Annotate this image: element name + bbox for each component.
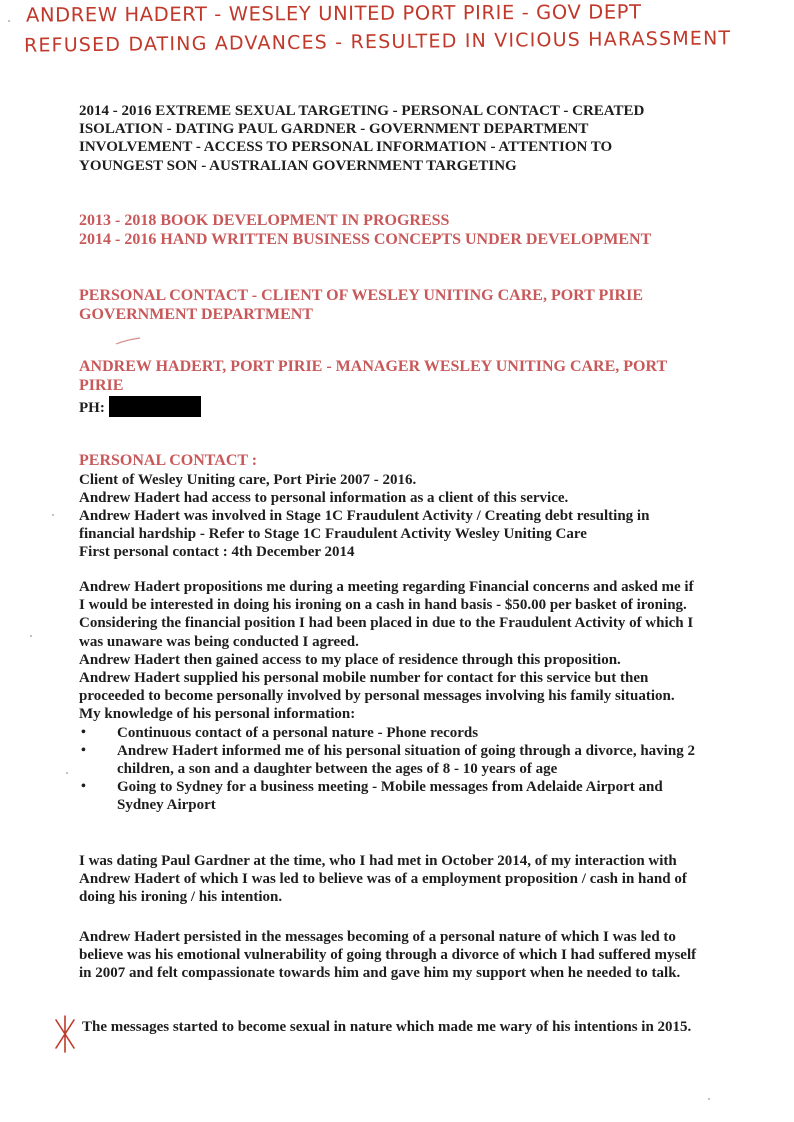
scan-speck xyxy=(66,772,68,774)
development-line-book: 2013 - 2018 BOOK DEVELOPMENT IN PROGRESS xyxy=(79,212,450,229)
phone-row xyxy=(79,396,699,417)
section-line-first-contact: First personal contact : 4th December 2014 xyxy=(79,544,355,561)
handwritten-note-line-1: ANDREW HADERT - WESLEY UNITED PORT PIRIE - GOV DEPT xyxy=(25,0,642,27)
section-line-client: Client of Wesley Uniting care, Port Pirie 2007 - 2016. xyxy=(79,471,417,488)
scan-speck xyxy=(30,635,32,637)
development-block xyxy=(79,212,699,249)
development-line-concepts: 2014 - 2016 HAND WRITTEN BUSINESS CONCEPTS UNDER DEVELOPMENT xyxy=(79,230,652,248)
scan-speck xyxy=(8,20,10,22)
handwritten-note-line-2: REFUSED DATING ADVANCES - RESULTED IN VICIOUS HARASSMENT xyxy=(23,27,732,57)
knowledge-label: My knowledge of his personal information: xyxy=(79,706,356,723)
paragraph-persisted: Andrew Hadert persisted in the messages becoming of a personal nature of which I was led to believe was his emotional vulnerability of going through a divorce of which I had suffered myself in 2007 and felt compassionate towards him and gave him my support when he needed to talk. xyxy=(79,929,697,982)
manager-heading xyxy=(79,358,679,395)
scan-speck xyxy=(52,514,54,516)
list-item: • Going to Sydney for a business meeting - Mobile messages from Adelaide Airport and Sydney Airport xyxy=(79,778,699,814)
paragraph-messages-block xyxy=(82,1018,692,1036)
paragraph-persisted-block xyxy=(79,928,699,983)
paragraph-dating-block xyxy=(79,852,699,907)
paragraph-mobile: Andrew Hadert supplied his personal mobile number for contact for this service but then proceeded to become personally involved by personal messages involving his family situation. xyxy=(79,670,675,705)
personal-contact-section xyxy=(79,452,694,562)
paragraph-dating: I was dating Paul Gardner at the time, who I had met in October 2014, of my interaction with Andrew Hadert of which I was led to believe was of a employment proposition / cash in hand of doing his ironing / his intention. xyxy=(79,853,687,906)
section-line-access: Andrew Hadert had access to personal information as a client of this service. xyxy=(79,489,569,506)
section-line-fraud: Andrew Hadert was involved in Stage 1C Fraudulent Activity / Creating debt resulting in financial hardship - Refer to Stage 1C Fraudulent Activity Wesley Uniting Care xyxy=(79,507,650,543)
knowledge-list xyxy=(79,724,699,815)
targeting-heading xyxy=(79,102,699,175)
personal-contact-heading xyxy=(79,287,659,324)
section-title: PERSONAL CONTACT : xyxy=(79,452,258,469)
pen-mark-icon xyxy=(114,336,144,346)
manager-heading-text: ANDREW HADERT, PORT PIRIE - MANAGER WESLEY UNITING CARE, PORT PIRIE xyxy=(79,358,667,394)
list-item: • Andrew Hadert informed me of his personal situation of going through a divorce, having 2 children, a son and a daughter between the ages of 8 - 10 years of age xyxy=(79,742,699,778)
personal-contact-heading-text: PERSONAL CONTACT - CLIENT OF WESLEY UNITING CARE, PORT PIRIE GOVERNMENT DEPARTMENT xyxy=(79,287,643,323)
asterisk-mark-icon xyxy=(50,1014,80,1054)
redacted-phone-block xyxy=(109,396,201,417)
body-block xyxy=(79,578,699,815)
phone-label: PH: xyxy=(79,400,105,416)
paragraph-proposition: Andrew Hadert propositions me during a meeting regarding Financial concerns and asked me if I would be interested in doing his ironing on a cash in hand basis - $50.00 per basket of ironing. Considering the financial position I had been placed in due to the Fraudulent Activity of which I was unaware was being conducted I agreed. xyxy=(79,579,694,650)
scan-speck xyxy=(708,1098,710,1100)
list-item: • Continuous contact of a personal nature - Phone records xyxy=(79,724,699,742)
paragraph-messages: The messages started to become sexual in nature which made me wary of his intentions in 2015. xyxy=(82,1019,692,1035)
paragraph-access: Andrew Hadert then gained access to my place of residence through this proposition. xyxy=(79,651,621,668)
targeting-heading-text: 2014 - 2016 EXTREME SEXUAL TARGETING - PERSONAL CONTACT - CREATED ISOLATION - DATING PAUL GARDNER - GOVERNMENT DEPARTMENT INVOLVEMENT - ACCESS TO PERSONAL INFORMATION - ATTENTION TO YOUNGEST SON - AUSTRALIAN GOVERNMENT TARGETING xyxy=(79,103,645,174)
